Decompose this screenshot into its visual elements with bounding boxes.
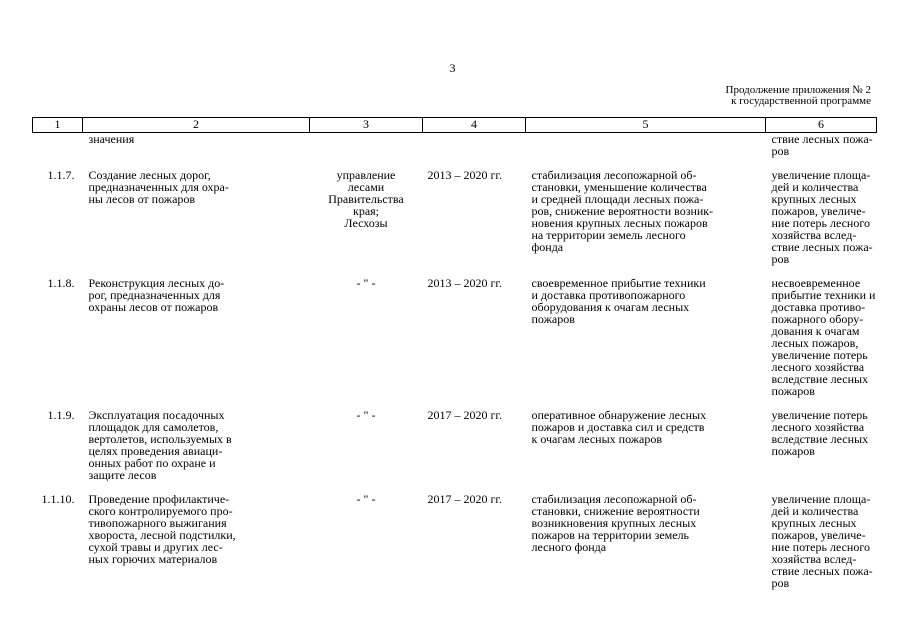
table-row xyxy=(33,277,877,397)
header-cell-1: 1 xyxy=(33,118,83,133)
header-cell-4: 4 xyxy=(423,118,526,133)
row-result: своевременное прибытие техники и доставка противопожарного оборудования к очагам лесных пожаров xyxy=(531,276,706,326)
row-consequence: увеличение потерь лесного хозяйства вследствие лесных пожаров xyxy=(771,408,869,458)
header-cell-2: 2 xyxy=(83,118,310,133)
row-consequence: увеличение площа- дей и количества крупных лесных пожаров, увеличе- ние потерь лесного хозяйства вслед- ствие лесных пожа- ров xyxy=(771,492,873,590)
row-consequence: увеличение площа- дей и количества крупных лесных пожаров, увеличе- ние потерь лесного хозяйства вслед- ствие лесных пожа- ров xyxy=(771,168,873,266)
row-number: 1.1.9. xyxy=(47,408,75,422)
row-result: стабилизация лесопожарной об- становки, уменьшение количества и средней площади лесных пожа- ров, снижение вероятности возник- новения крупных лесных пожаров на территории земель лесного фонда xyxy=(531,168,714,254)
table-row xyxy=(33,493,877,589)
row-name: Реконструкция лесных до- рог, предназначенных для охраны лесов от пожаров xyxy=(88,276,225,314)
continuation-line-2: к государственной программе xyxy=(731,95,871,107)
row-term: 2017 – 2020 гг. xyxy=(427,492,502,506)
row-executor: - " - xyxy=(356,408,376,422)
table-header-row xyxy=(33,118,877,133)
row-name: Создание лесных дорог, предназначенных для охра- ны лесов от пожаров xyxy=(88,168,229,206)
row-term: 2017 – 2020 гг. xyxy=(427,408,502,422)
row-result: стабилизация лесопожарной об- становки, снижение вероятности возникновения крупных лесных пожаров на территории земель лесного фонда xyxy=(531,492,700,554)
row-consequence: несвоевременное прибытие техники и доставка противо- пожарного обору- дования к очагам лесных пожаров, увеличение потерь лесного хозяйства вследствие лесных пожаров xyxy=(771,276,876,398)
row-number: 1.1.7. xyxy=(47,168,75,182)
header-cell-3: 3 xyxy=(310,118,423,133)
continuation-line-1: Продолжение приложения № 2 xyxy=(725,84,871,96)
table-row xyxy=(33,169,877,265)
page-number: 3 xyxy=(449,61,456,75)
row-term: 2013 – 2020 гг. xyxy=(427,276,502,290)
row-number: 1.1.8. xyxy=(47,276,75,290)
carryover-row xyxy=(33,133,877,158)
table-row xyxy=(33,409,877,481)
row-executor: - " - xyxy=(356,276,376,290)
row-result: оперативное обнаружение лесных пожаров и доставка сил и средств к очагам лесных пожаров xyxy=(531,408,707,446)
continuation-note xyxy=(726,85,871,107)
header-cell-5: 5 xyxy=(526,118,766,133)
row-executor: управление лесами Правительства края; Лесхозы xyxy=(328,168,404,230)
row-executor: - " - xyxy=(356,492,376,506)
row-term: 2013 – 2020 гг. xyxy=(427,168,502,182)
row-name: Эксплуатация посадочных площадок для самолетов, вертолетов, используемых в целях проведения авиаци- онных работ по охране и защите лесов xyxy=(88,408,232,482)
row-number: 1.1.10. xyxy=(41,492,75,506)
row-name: Проведение профилактиче- ского контролируемого про- тивопожарного выжигания хвороста, лесной подстилки, сухой травы и других лес- ных горючих материалов xyxy=(88,492,236,566)
carryover-name: значения xyxy=(88,132,135,146)
header-cell-6: 6 xyxy=(766,118,877,133)
carryover-consequence: ствие лесных пожа- ров xyxy=(771,132,873,158)
program-table xyxy=(32,117,877,589)
